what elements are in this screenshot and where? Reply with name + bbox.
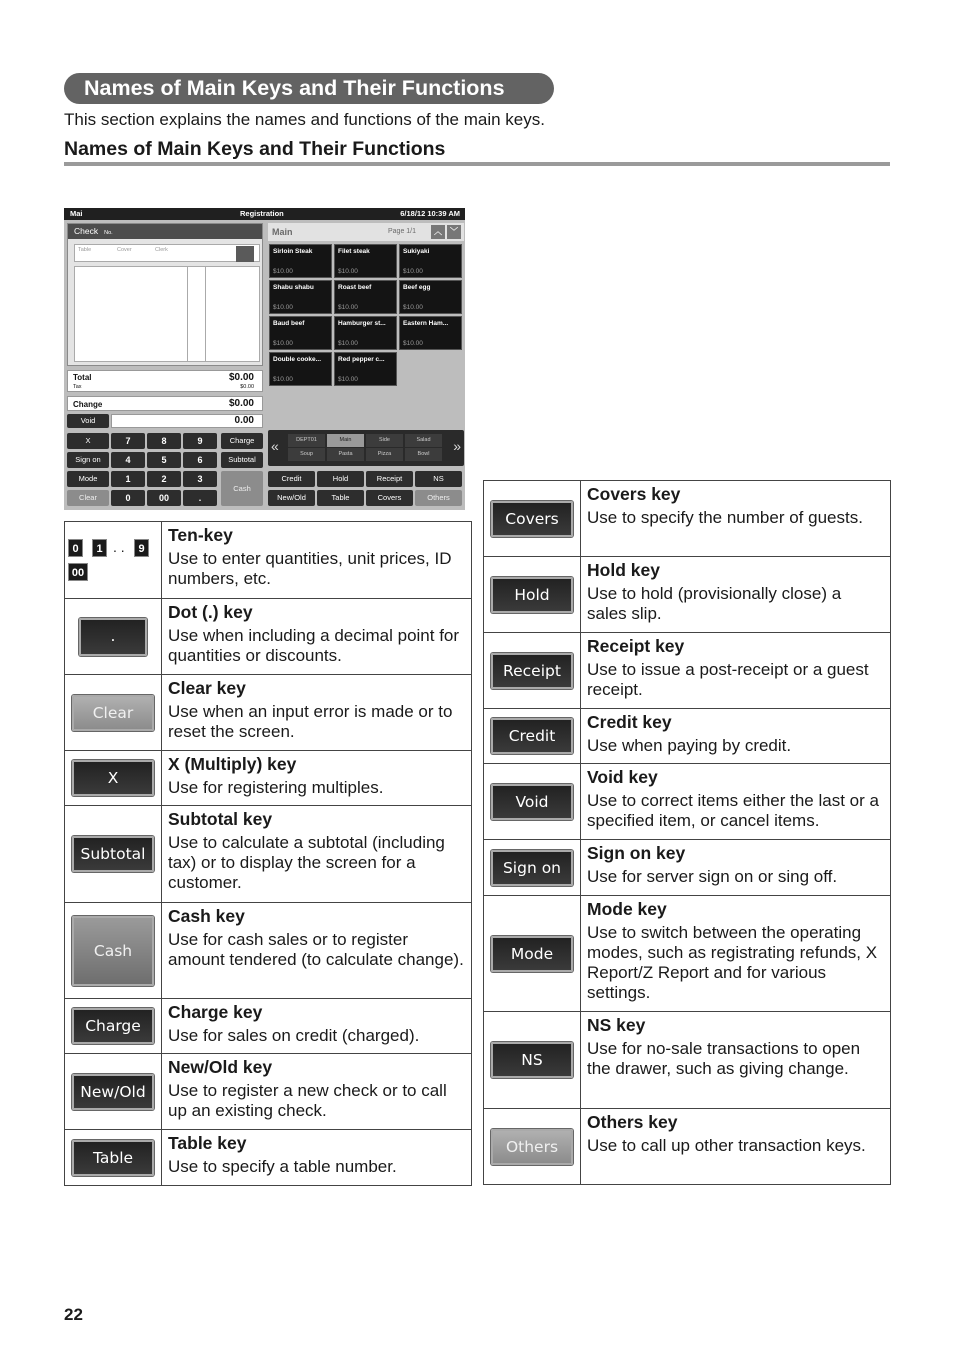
key-description: Use for cash sales or to register amount tendered (to calculate change).	[168, 930, 464, 969]
key-icon-cell	[65, 751, 162, 806]
key-name: Others key	[587, 1112, 678, 1132]
section-title: Names of Main Keys and Their Functions	[64, 73, 554, 104]
key-icon-cell	[65, 599, 162, 675]
pos-digit-key[interactable]: 6	[183, 452, 217, 468]
key-description-cell	[581, 764, 891, 840]
others-key-icon: Others	[491, 1129, 573, 1165]
menu-item-price: $10.00	[403, 340, 423, 347]
key-icon-cell	[484, 709, 581, 764]
key-name: Charge key	[168, 1002, 263, 1022]
table-key-icon: Table	[72, 1140, 154, 1176]
key-icon-cell	[65, 675, 162, 751]
pos-void-key[interactable]: Void	[67, 414, 109, 428]
menu-item-name: Sukiyaki	[403, 248, 430, 255]
dept-key[interactable]: Salad	[405, 434, 442, 447]
table-row	[484, 840, 891, 896]
pos-key-credit[interactable]: Credit	[268, 471, 315, 487]
left-key-table	[64, 521, 472, 1186]
next-icon[interactable]: »	[453, 438, 461, 454]
menu-item-price: $10.00	[338, 268, 358, 275]
pos-digit-key[interactable]: 2	[147, 471, 181, 487]
menu-item[interactable]	[399, 244, 462, 278]
table-row	[65, 1130, 472, 1186]
sign-on-key-icon: Sign on	[491, 850, 573, 886]
pos-key-new-old[interactable]: New/Old	[268, 490, 315, 506]
key-description: Use when including a decimal point for quantities or discounts.	[168, 626, 460, 665]
menu-item-name: Baud beef	[273, 320, 305, 327]
check-no-label: No.	[104, 230, 113, 236]
menu-item-price: $10.00	[273, 376, 293, 383]
subheading: Names of Main Keys and Their Functions	[64, 138, 446, 160]
charge-key-icon: Charge	[72, 1008, 154, 1044]
key-description: Use to issue a post-receipt or a guest receipt.	[587, 660, 869, 699]
x-key-icon: X	[72, 760, 154, 796]
menu-item-name: Roast beef	[338, 284, 372, 291]
dept-key[interactable]: Main	[327, 434, 364, 447]
ns-key-icon: NS	[491, 1042, 573, 1078]
key-description: Use when paying by credit.	[587, 736, 792, 755]
pos-digit-key[interactable]: 9	[183, 433, 217, 449]
menu-item[interactable]	[269, 352, 332, 386]
dept-key[interactable]: Pizza	[366, 448, 403, 461]
pos-digit-key[interactable]: 0	[111, 490, 145, 506]
check-col: Clerk	[155, 247, 168, 253]
menu-item[interactable]	[399, 280, 462, 314]
pos-digit-key[interactable]: 00	[147, 490, 181, 506]
table-row	[484, 709, 891, 764]
key-description-cell	[162, 999, 472, 1054]
scroll-icon[interactable]	[236, 246, 254, 262]
key-description: Use for no-sale transactions to open the drawer, such as giving change.	[587, 1039, 861, 1078]
pos-key-sign-on[interactable]: Sign on	[67, 452, 109, 468]
key-description-cell	[581, 633, 891, 709]
key-name: Table key	[168, 1133, 247, 1153]
key-icon-cell	[484, 1109, 581, 1185]
key-name: X (Multiply) key	[168, 754, 297, 774]
page-up-icon[interactable]: ︿	[431, 225, 445, 239]
pos-key-ns[interactable]: NS	[415, 471, 462, 487]
pos-screen-image	[64, 208, 465, 510]
key-description-cell	[162, 1054, 472, 1130]
subtotal-key-icon: Subtotal	[72, 836, 154, 872]
key-name: Subtotal key	[168, 809, 273, 829]
pos-key-mode[interactable]: Mode	[67, 471, 109, 487]
dept-key[interactable]: Soup	[288, 448, 325, 461]
check-columns	[74, 244, 260, 262]
pos-digit-key[interactable]: 7	[111, 433, 145, 449]
menu-item[interactable]	[269, 280, 332, 314]
cash-key-icon: Cash	[72, 916, 154, 986]
table-row	[65, 806, 472, 903]
pos-check-panel	[67, 223, 263, 366]
covers-key-icon: Covers	[491, 501, 573, 537]
menu-item-price: $10.00	[273, 304, 293, 311]
change-box: Change $0.00	[67, 396, 263, 411]
key-description-cell	[581, 481, 891, 557]
menu-item-name: Eastern Ham...	[403, 320, 449, 327]
key-description: Use for server sign on or sing off.	[587, 867, 838, 886]
check-col: Cover	[117, 247, 132, 253]
key-name: Cash key	[168, 906, 245, 926]
pos-key-clear[interactable]: Clear	[67, 490, 109, 506]
credit-key-icon: Credit	[491, 718, 573, 754]
key-icon-cell	[65, 1130, 162, 1186]
pos-digit-key[interactable]: 8	[147, 433, 181, 449]
key-icon-cell	[484, 896, 581, 1012]
key-description: Use to call up other transaction keys.	[587, 1136, 866, 1155]
table-row	[65, 522, 472, 599]
total-box: Total $0.00 Tax $0.00	[67, 370, 263, 392]
void-key-icon: Void	[491, 784, 573, 820]
pos-digit-key[interactable]: 3	[183, 471, 217, 487]
tenkey-icon: 0 1 . . 9 00	[70, 535, 156, 585]
menu-item-name: Double cooke...	[273, 356, 322, 363]
pos-topbar	[64, 208, 465, 220]
intro-text: This section explains the names and functions of the main keys.	[64, 110, 545, 129]
key-description: Use to enter quantities, unit prices, ID numbers, etc.	[168, 549, 452, 588]
key-description-cell	[162, 751, 472, 806]
key-description-cell	[581, 1109, 891, 1185]
dept-key[interactable]: Bowl	[405, 448, 442, 461]
key-icon-cell	[65, 999, 162, 1054]
right-key-table	[483, 480, 891, 1185]
menu-item-name: Shabu shabu	[273, 284, 314, 291]
key-description-cell	[162, 806, 472, 903]
key-description: Use to calculate a subtotal (including tax) or to display the screen for a customer.	[168, 833, 445, 892]
table-row	[65, 1054, 472, 1130]
key-name: Dot (.) key	[168, 602, 253, 622]
check-title: Check	[74, 226, 99, 236]
receipt-key-icon: Receipt	[491, 653, 573, 689]
key-icon-cell	[484, 840, 581, 896]
key-description-cell	[162, 1130, 472, 1186]
check-body	[74, 266, 260, 362]
table-row	[484, 764, 891, 840]
menu-item[interactable]	[399, 316, 462, 350]
menu-item-price: $10.00	[338, 304, 358, 311]
pos-key-subtotal[interactable]: Subtotal	[221, 452, 263, 468]
dept-key[interactable]: Side	[366, 434, 403, 447]
key-icon-cell	[484, 633, 581, 709]
menu-item[interactable]	[334, 352, 397, 386]
menu-item[interactable]	[334, 244, 397, 278]
pos-digit-key[interactable]: .	[183, 490, 217, 506]
key-description-cell	[581, 1012, 891, 1109]
key-name: New/Old key	[168, 1057, 273, 1077]
menu-item[interactable]	[334, 280, 397, 314]
key-description-cell	[162, 599, 472, 675]
pos-key-table[interactable]: Table	[317, 490, 364, 506]
table-row	[484, 1012, 891, 1109]
key-name: Clear key	[168, 678, 246, 698]
key-icon-cell	[65, 1054, 162, 1130]
menu-item-name: Sirloin Steak	[273, 248, 313, 255]
new-old-key-icon: New/Old	[72, 1074, 154, 1110]
dept-key[interactable]: Pasta	[327, 448, 364, 461]
key-description: Use to hold (provisionally close) a sales slip.	[587, 584, 842, 623]
prev-icon[interactable]: «	[271, 438, 279, 454]
menu-item-price: $10.00	[273, 268, 293, 275]
pos-operator: Mai	[70, 209, 83, 218]
key-description: Use to correct items either the last or a specified item, or cancel items.	[587, 791, 879, 830]
entry-display: 0.00	[111, 414, 263, 428]
pos-key-charge[interactable]: Charge	[221, 433, 263, 449]
table-row	[484, 633, 891, 709]
dept-bar	[268, 430, 464, 466]
key-name: Receipt key	[587, 636, 685, 656]
menu-item-price: $10.00	[403, 268, 423, 275]
key-description-cell	[581, 840, 891, 896]
key-icon-cell	[65, 522, 162, 599]
key-description-cell	[581, 709, 891, 764]
menu-item-price: $10.00	[338, 340, 358, 347]
pos-mode: Registration	[240, 209, 284, 218]
clear-key-icon: Clear	[72, 695, 154, 731]
table-row	[65, 999, 472, 1054]
key-description-cell	[162, 903, 472, 999]
key-description-cell	[581, 557, 891, 633]
pos-digit-key[interactable]: 1	[111, 471, 145, 487]
key-description: Use to register a new check or to call up an existing check.	[168, 1081, 447, 1120]
key-name: Covers key	[587, 484, 681, 504]
key-description-cell	[581, 896, 891, 1012]
page-number: 22	[64, 1305, 83, 1324]
key-description: Use when an input error is made or to reset the screen.	[168, 702, 453, 741]
key-description: Use to specify a table number.	[168, 1157, 397, 1176]
pos-key-hold[interactable]: Hold	[317, 471, 364, 487]
menu-item-name: Hamburger st...	[338, 320, 386, 327]
key-name: Void key	[587, 767, 658, 787]
menu-item-name: Red pepper c...	[338, 356, 385, 363]
page-down-icon[interactable]: ﹀	[447, 225, 461, 239]
menu-header: Main Page 1/1 ︿ ﹀	[268, 223, 464, 241]
menu-item-price: $10.00	[338, 376, 358, 383]
menu-item[interactable]	[269, 316, 332, 350]
pos-key-cash[interactable]: Cash	[221, 471, 263, 506]
key-description-cell	[162, 675, 472, 751]
divider	[64, 162, 890, 166]
table-row	[65, 599, 472, 675]
key-description: Use for registering multiples.	[168, 778, 384, 797]
key-icon-cell	[484, 764, 581, 840]
key-name: Mode key	[587, 899, 667, 919]
table-row	[65, 675, 472, 751]
table-row	[484, 557, 891, 633]
mode-key-icon: Mode	[491, 936, 573, 972]
key-description-cell	[162, 522, 472, 599]
key-name: Hold key	[587, 560, 660, 580]
menu-item[interactable]	[334, 316, 397, 350]
pos-key-covers[interactable]: Covers	[366, 490, 413, 506]
menu-item-name: Filet steak	[338, 248, 370, 255]
dept-key[interactable]: DEPT01	[288, 434, 325, 447]
pos-key-receipt[interactable]: Receipt	[366, 471, 413, 487]
table-row	[65, 903, 472, 999]
check-col: Table	[78, 247, 92, 253]
key-description: Use to switch between the operating modes, such as registrating refunds, X Report/Z Report and for various settings.	[587, 923, 878, 1002]
pos-key-others[interactable]: Others	[415, 490, 462, 506]
menu-item-price: $10.00	[403, 304, 423, 311]
hold-key-icon: Hold	[491, 577, 573, 613]
pos-datetime: 6/18/12 10:39 AM	[400, 209, 460, 218]
key-icon-cell	[484, 557, 581, 633]
table-row	[484, 481, 891, 557]
key-icon-cell	[65, 903, 162, 999]
key-name: Sign on key	[587, 843, 686, 863]
key-icon-cell	[484, 481, 581, 557]
menu-item-name: Beef egg	[403, 284, 431, 291]
key-description: Use for sales on credit (charged).	[168, 1026, 420, 1045]
key-name: Credit key	[587, 712, 672, 732]
--key-icon: .	[79, 618, 147, 656]
pos-digit-key[interactable]: 5	[147, 452, 181, 468]
menu-item[interactable]	[269, 244, 332, 278]
pos-key-x[interactable]: X	[67, 433, 109, 449]
table-row	[484, 896, 891, 1012]
key-name: NS key	[587, 1015, 646, 1035]
table-row	[484, 1109, 891, 1185]
key-name: Ten-key	[168, 525, 233, 545]
menu-item-price: $10.00	[273, 340, 293, 347]
key-icon-cell	[484, 1012, 581, 1109]
key-description: Use to specify the number of guests.	[587, 508, 863, 527]
pos-digit-key[interactable]: 4	[111, 452, 145, 468]
table-row	[65, 751, 472, 806]
key-icon-cell	[65, 806, 162, 903]
